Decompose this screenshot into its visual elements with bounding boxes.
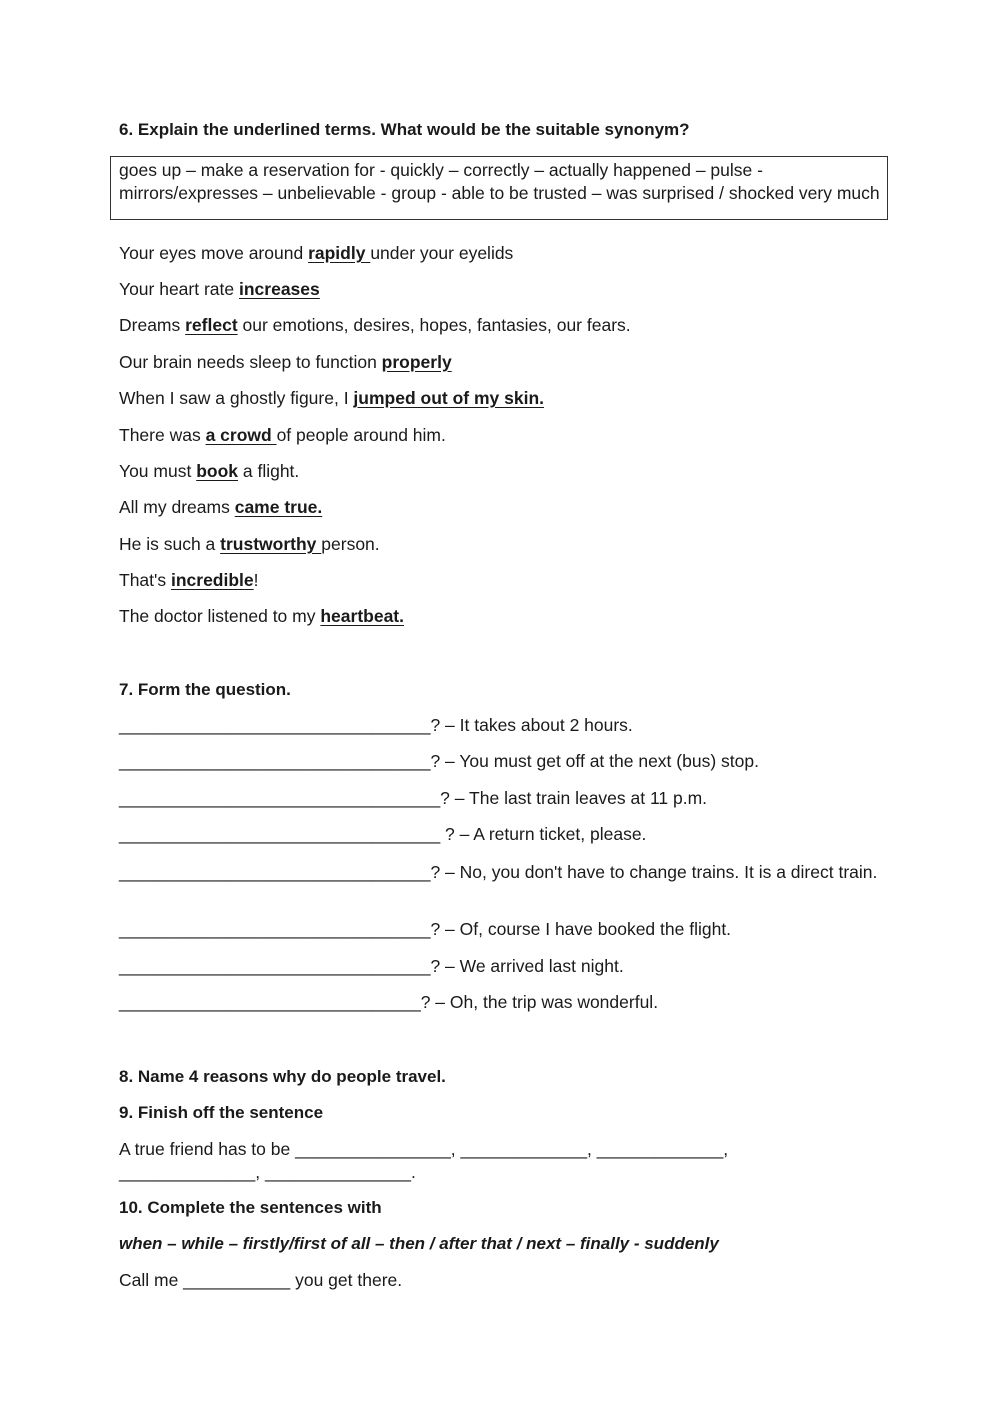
section8-heading: 8. Name 4 reasons why do people travel. [119, 1067, 446, 1086]
underlined-term: a crowd [205, 425, 277, 445]
synonym-item [119, 352, 452, 373]
question-item[interactable]: ________________________________? – It takes about 2 hours. [119, 715, 633, 735]
synonym-item [119, 461, 299, 482]
synonym-item [119, 388, 544, 409]
synonym-item [119, 315, 631, 336]
underlined-term: book [196, 461, 238, 481]
underlined-term: increases [239, 279, 320, 299]
section10-sentence[interactable]: Call me ___________ you get there. [119, 1270, 403, 1290]
section7-heading: 7. Form the question. [119, 680, 291, 699]
item-text-after: a flight. [238, 461, 300, 481]
section10-heading: 10. Complete the sentences with [119, 1198, 382, 1217]
underlined-term: rapidly [308, 243, 371, 263]
underlined-term: jumped out of my skin. [353, 388, 544, 408]
question-item[interactable]: ________________________________? – You must get off at the next (bus) stop. [119, 751, 759, 771]
item-text-before: All my dreams [119, 497, 235, 517]
underlined-term: came true. [234, 497, 323, 517]
synonym-item [119, 606, 404, 627]
synonym-item [119, 279, 320, 300]
word-bank-box: goes up – make a reservation for - quickly – correctly – actually happened – pulse - mirrors/expresses – unbelievable - group - able to be trusted – was surprised / shocked very much [110, 156, 888, 220]
item-text-after: ! [253, 570, 259, 590]
synonym-item [119, 243, 513, 264]
synonym-item [119, 425, 446, 446]
item-text-after: under your eyelids [370, 243, 514, 263]
underlined-term: incredible [170, 570, 254, 590]
synonym-item [119, 570, 259, 591]
section9-heading: 9. Finish off the sentence [119, 1103, 324, 1122]
item-text-after: of people around him. [276, 425, 446, 445]
item-text-before: The doctor listened to my [119, 606, 321, 626]
item-text-after: person. [321, 534, 380, 554]
item-text-before: That's [119, 570, 171, 590]
synonym-item [119, 534, 380, 555]
item-text-before: When I saw a ghostly figure, I [119, 388, 354, 408]
question-item[interactable]: ________________________________? – We arrived last night. [119, 956, 624, 976]
underlined-term: properly [381, 352, 452, 372]
question-item[interactable]: _________________________________? – The last train leaves at 11 p.m. [119, 788, 708, 808]
item-text-after: our emotions, desires, hopes, fantasies, our fears. [237, 315, 631, 335]
item-text-before: Dreams [119, 315, 186, 335]
item-text-before: You must [119, 461, 197, 481]
underlined-term: reflect [185, 315, 238, 335]
question-item[interactable]: ________________________________? – Of, course I have booked the flight. [119, 919, 732, 939]
underlined-term: heartbeat. [320, 606, 404, 626]
section9-sentence[interactable]: A true friend has to be ________________, _____________, _____________, ______________, _______________. [119, 1139, 729, 1182]
question-item[interactable]: _________________________________ ? – A return ticket, please. [119, 824, 647, 844]
item-text-before: There was [119, 425, 206, 445]
underlined-term: trustworthy [220, 534, 322, 554]
section10-word-bank: when – while – firstly/first of all – then / after that / next – finally - suddenly [119, 1234, 719, 1253]
item-text-before: He is such a [119, 534, 221, 554]
question-item[interactable]: _______________________________? – Oh, the trip was wonderful. [119, 992, 659, 1012]
section6-heading: 6. Explain the underlined terms. What would be the suitable synonym? [119, 120, 690, 139]
question-item[interactable]: ________________________________? – No, you don't have to change trains. It is a direct train. [119, 862, 878, 882]
item-text-before: Our brain needs sleep to function [119, 352, 382, 372]
item-text-before: Your heart rate [119, 279, 239, 299]
synonym-item [119, 497, 322, 518]
item-text-before: Your eyes move around [119, 243, 309, 263]
